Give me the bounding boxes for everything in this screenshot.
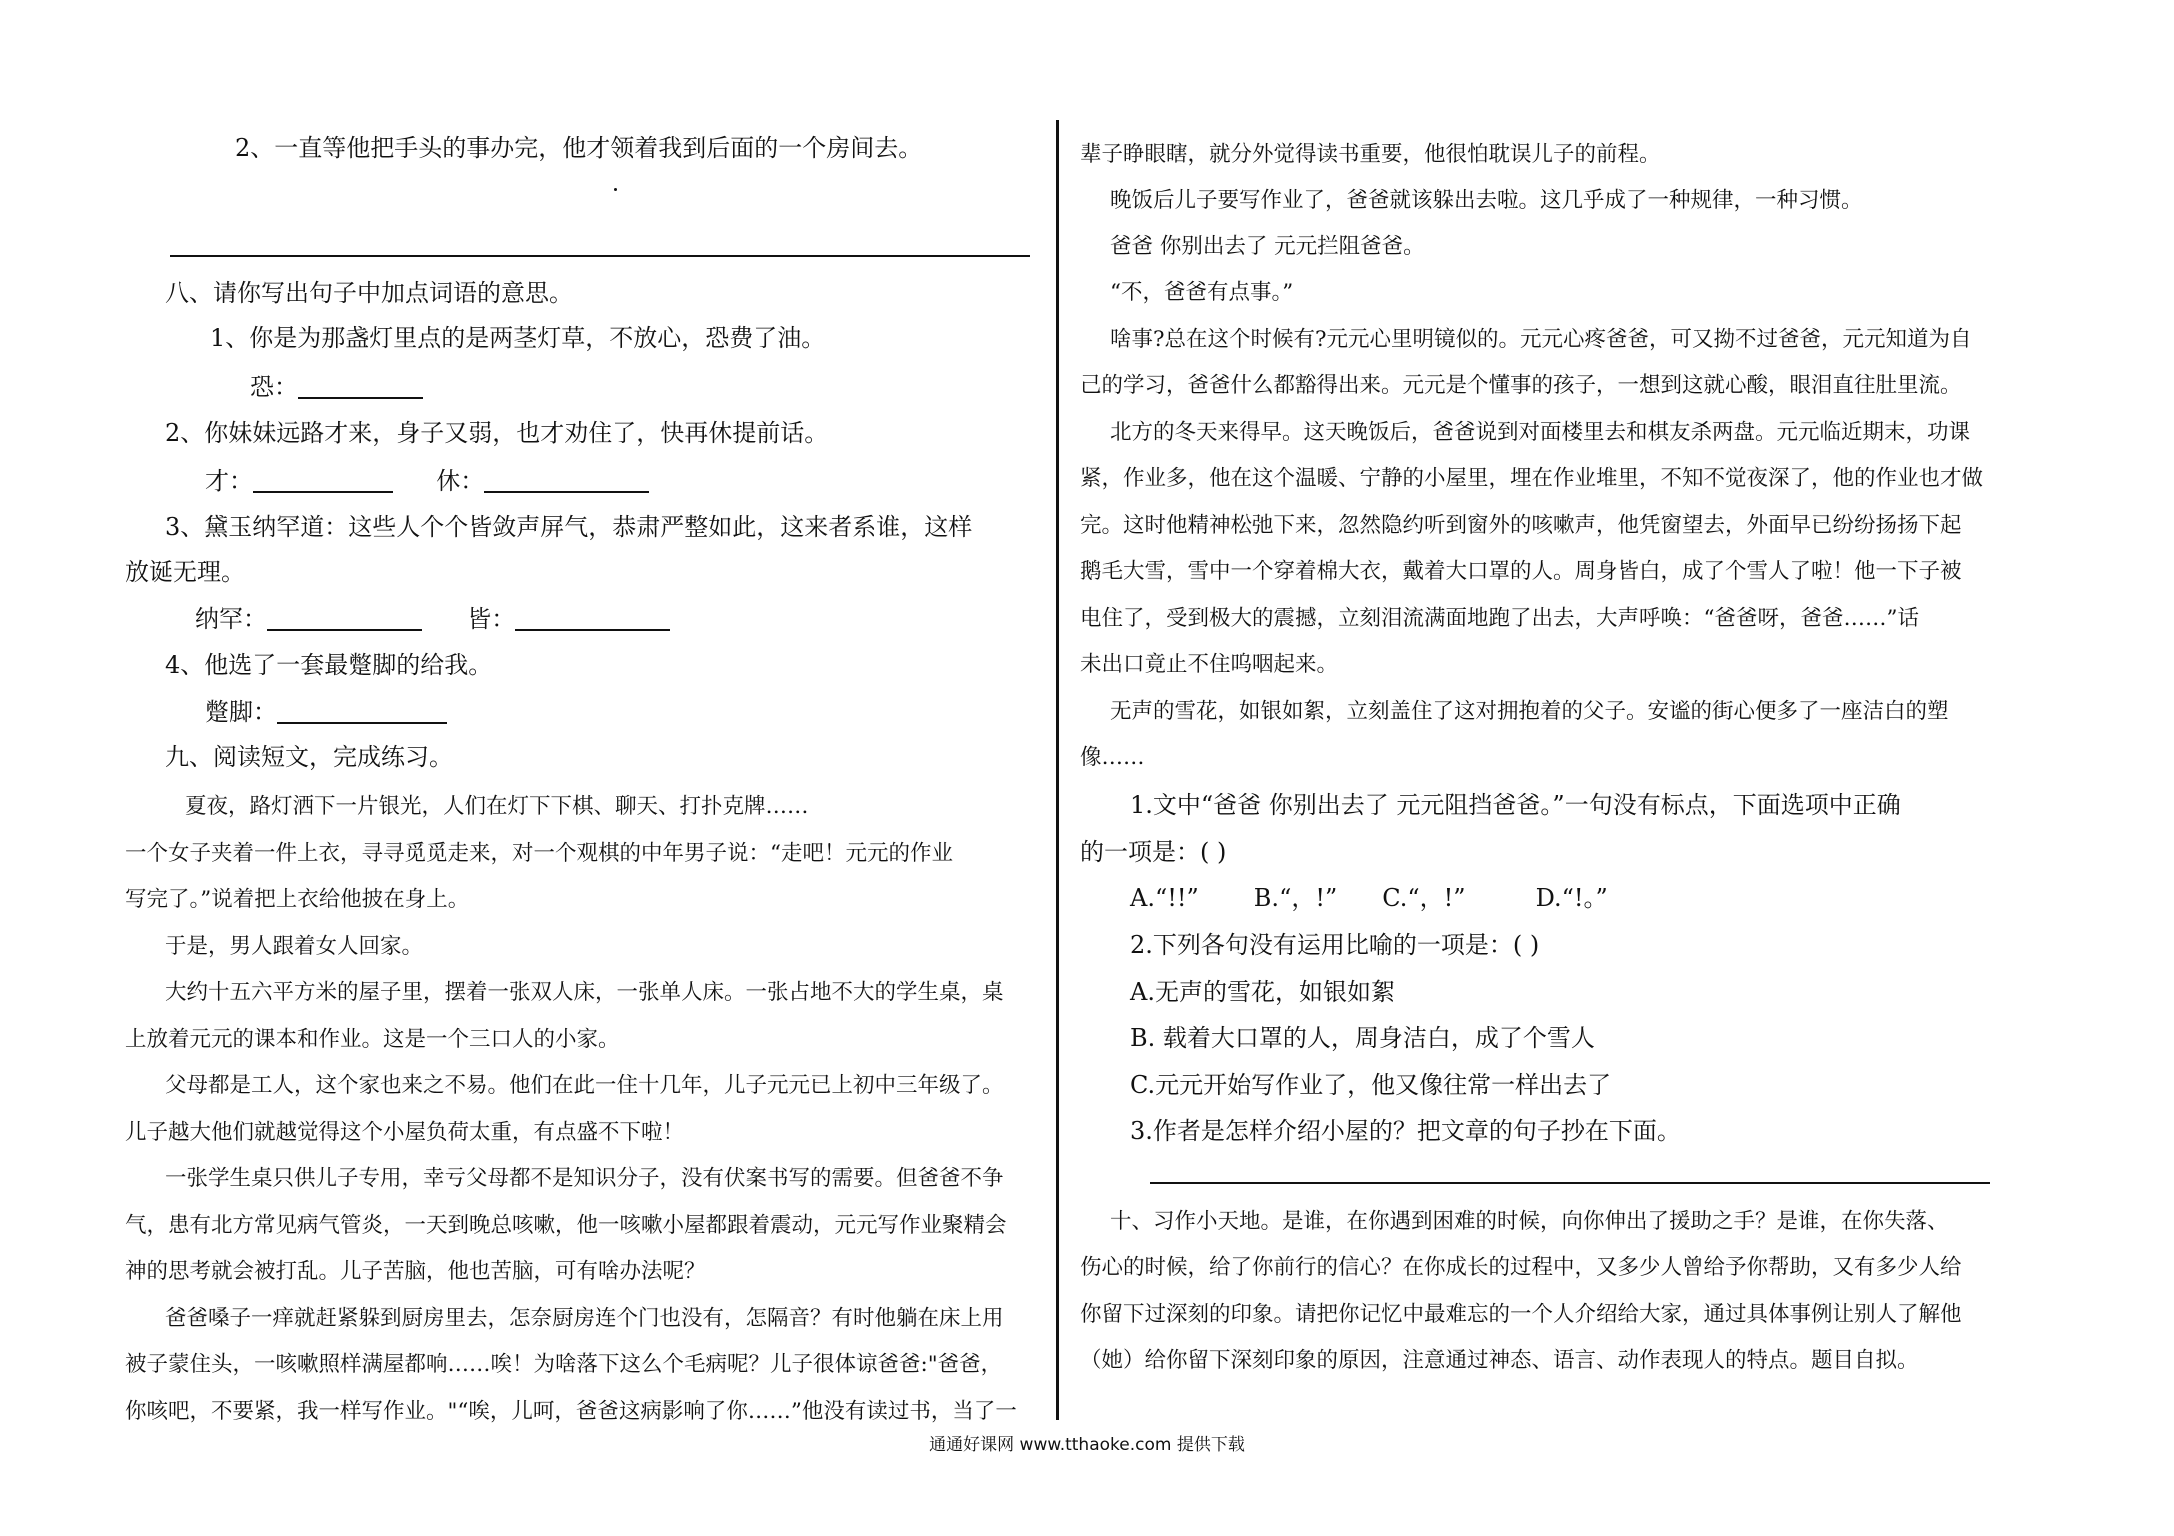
question-1-answer-slot: 的一项是：( ) <box>1080 838 1227 866</box>
passage-paragraph: 无声的雪花，如银如絮，立刻盖住了这对拥抱着的父子。安谧的街心便多了一座洁白的塑 <box>1110 699 1949 724</box>
passage-line: 紧，作业多，他在这个温暖、宁静的小屋里，埋在作业堆里，不知不觉夜深了，他的作业也才做 <box>1080 466 1984 491</box>
q8-item-3-line2: 放诞无理。 <box>125 558 245 586</box>
passage-line: 未出口竟止不住呜咽起来。 <box>1080 652 1339 677</box>
question-2-option-c[interactable]: C.元元开始写作业了，他又像往常一样出去了 <box>1130 1071 1612 1099</box>
question-2-option-b[interactable]: B. 载着大口罩的人，周身洁白，成了个雪人 <box>1130 1024 1595 1052</box>
option-a[interactable]: A.“!!” <box>1130 884 1199 912</box>
passage-line: 儿子越大他们就越觉得这个小屋负荷太重，有点盛不下啦！ <box>125 1120 685 1145</box>
page-footer: 通通好课网 www.tthaoke.com 提供下载 <box>929 1435 1245 1455</box>
passage-line: 上放着元元的课本和作业。这是一个三口人的小家。 <box>125 1027 620 1052</box>
q8-item-1-answer <box>250 372 423 402</box>
passage-line: 写完了。”说着把上衣给他披在身上。 <box>125 887 470 912</box>
answer-blank[interactable] <box>267 607 422 631</box>
q10-line: 十、习作小天地。是谁，在你遇到困难的时候，向你伸出了援助之手？是谁，在你失落、 <box>1110 1209 1949 1234</box>
term-label: 休： <box>436 467 485 495</box>
emphasis-dot <box>614 188 617 191</box>
passage-line: 神的思考就会被打乱。儿子苦脑，他也苦脑，可有啥办法呢？ <box>125 1259 706 1284</box>
answer-blank[interactable] <box>277 700 447 724</box>
passage-line: 像…… <box>1080 745 1145 770</box>
passage-line: 电住了，受到极大的震撼，立刻泪流满面地跑了出去，大声呼唤：“爸爸呀，爸爸……”话 <box>1080 606 1919 631</box>
q10-line: （她）给你留下深刻印象的原因，注意通过神态、语言、动作表现人的特点。题目自拟。 <box>1080 1348 1919 1373</box>
passage-line: 大约十五六平方米的屋子里，摆着一张双人床，一张单人床。一张占地不大的学生桌，桌 <box>165 980 1004 1005</box>
term-label: 才： <box>205 467 253 495</box>
passage-paragraph: “不，爸爸有点事。” <box>1110 280 1294 305</box>
question-1-options <box>1130 883 1608 913</box>
question-1: 1.文中“爸爸 你别出去了 元元阻挡爸爸。”一句没有标点，下面选项中正确 <box>1130 791 1901 819</box>
answer-blank[interactable] <box>253 469 393 493</box>
passage-line: 父母都是工人，这个家也来之不易。他们在此一住十几年，儿子元元已上初中三年级了。 <box>165 1073 1004 1098</box>
passage-line: 鹅毛大雪，雪中一个穿着棉大衣，戴着大口罩的人。周身皆白，成了个雪人了啦！他一下子被 <box>1080 559 1962 584</box>
q8-item-1: 1、你是为那盏灯里点的是两茎灯草，不放心，恐费了油。 <box>210 324 826 352</box>
option-c[interactable]: C.“，!” <box>1382 884 1466 912</box>
passage-line: 一张学生桌只供儿子专用，幸亏父母都不是知识分子，没有伏案书写的需要。但爸爸不争 <box>165 1166 1004 1191</box>
q8-item-4: 4、他选了一套最蹩脚的给我。 <box>165 651 493 679</box>
passage-paragraph: 北方的冬天来得早。这天晚饭后，爸爸说到对面楼里去和棋友杀两盘。元元临近期末，功课 <box>1110 420 1971 445</box>
passage-line: 爸爸嗓子一痒就赶紧躲到厨房里去，怎奈厨房连个门也没有，怎隔音？有时他躺在床上用 <box>165 1306 1004 1331</box>
column-divider <box>1056 120 1059 1420</box>
term-label: 皆： <box>467 605 516 633</box>
passage-paragraph: 爸爸 你别出去了 元元拦阻爸爸。 <box>1110 234 1425 259</box>
passage-paragraph: 晚饭后儿子要写作业了，爸爸就该躲出去啦。这几乎成了一种规律，一种习惯。 <box>1110 188 1863 213</box>
option-d[interactable]: D.“!。” <box>1535 884 1608 912</box>
q8-item-3-line1: 3、黛玉纳罕道：这些人个个皆敛声屏气，恭肃严整如此，这来者系谁，这样 <box>165 513 973 541</box>
passage-line: 完。这时他精神松弛下来，忽然隐约听到窗外的咳嗽声，他凭窗望去，外面早已纷纷扬扬下起 <box>1080 513 1962 538</box>
answer-blank[interactable] <box>298 375 423 399</box>
answer-blank[interactable] <box>484 469 649 493</box>
question-2-option-a[interactable]: A.无声的雪花，如银如絮 <box>1130 978 1395 1006</box>
passage-paragraph: 啥事?总在这个时候有?元元心里明镜似的。元元心疼爸爸，可又拗不过爸爸，元元知道为自 <box>1110 327 1972 352</box>
q8-item-4-answer <box>205 697 447 727</box>
passage-line: 一个女子夹着一件上衣，寻寻觅觅走来，对一个观棋的中年男子说：“走吧！元元的作业 <box>125 841 953 866</box>
option-b[interactable]: B.“，!” <box>1253 884 1338 912</box>
question-2: 2.下列各句没有运用比喻的一项是：( ) <box>1130 931 1540 959</box>
passage-line: 辈子睁眼瞎，就分外觉得读书重要，他很怕耽误儿子的前程。 <box>1080 142 1661 167</box>
q8-item-3-answer <box>195 604 670 634</box>
q9-heading: 九、阅读短文，完成练习。 <box>165 743 453 771</box>
answer-line <box>1150 1182 1990 1184</box>
q7-item-2: 2、一直等他把手头的事办完，他才领着我到后面的一个房间去。 <box>235 134 923 162</box>
q8-item-2-answer <box>205 466 649 496</box>
answer-blank[interactable] <box>515 607 670 631</box>
q8-heading: 八、请你写出句子中加点词语的意思。 <box>165 279 573 307</box>
q8-item-2: 2、你妹妹远路才来，身子又弱，也才劝住了，快再休提前话。 <box>165 419 829 447</box>
passage-line: 气，患有北方常见病气管炎，一天到晚总咳嗽，他一咳嗽小屋都跟着震动，元元写作业聚精会 <box>125 1213 1007 1238</box>
passage-line: 你咳吧，不要紧，我一样写作业。"“唉，儿呵，爸爸这病影响了你……”他没有读过书，当了一 <box>125 1399 1017 1424</box>
term-label: 恐： <box>250 373 298 401</box>
question-3: 3.作者是怎样介绍小屋的？把文章的句子抄在下面。 <box>1130 1117 1681 1145</box>
term-label: 纳罕： <box>195 605 267 633</box>
q10-line: 你留下过深刻的印象。请把你记忆中最难忘的一个人介绍给大家，通过具体事例让别人了解他 <box>1080 1302 1962 1327</box>
passage-paragraph: 夏夜，路灯洒下一片银光，人们在灯下下棋、聊天、打扑克牌…… <box>185 794 809 819</box>
q10-line: 伤心的时候，给了你前行的信心？在你成长的过程中，又多少人曾给予你帮助，又有多少人给 <box>1080 1255 1962 1280</box>
answer-line <box>170 255 1030 257</box>
passage-line: 被子蒙住头，一咳嗽照样满屋都响……唉！为啥落下这么个毛病呢？儿子很体谅爸爸:"爸爸， <box>125 1352 1003 1377</box>
passage-paragraph: 于是，男人跟着女人回家。 <box>165 934 424 959</box>
passage-line: 己的学习，爸爸什么都豁得出来。元元是个懂事的孩子，一想到这就心酸，眼泪直往肚里流。 <box>1080 373 1962 398</box>
term-label: 蹩脚： <box>205 698 277 726</box>
